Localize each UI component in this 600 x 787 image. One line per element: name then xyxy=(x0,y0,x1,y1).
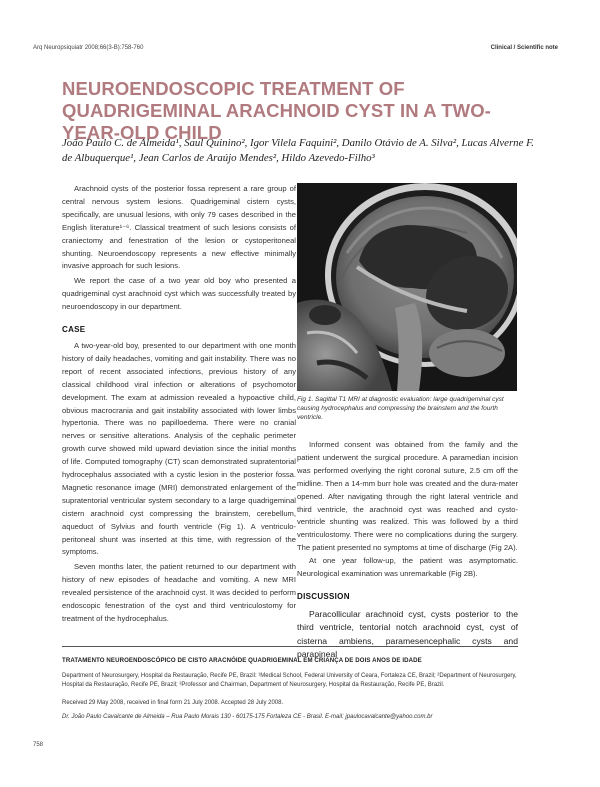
intro-paragraph-2: We report the case of a two year old boy who presented a quadrigeminal cyst arachnoid cyst which was successfully treated by neuroendoscopy in our department. xyxy=(62,276,296,312)
discussion-paragraph: Paracollicular arachnoid cyst, cysts posterior to the third ventricle, tentorial notch arachnoid cyst, cyst of cisterna ambiens, paramesencephalic cysts and parapineal xyxy=(297,608,518,660)
case-heading: CASE xyxy=(62,325,86,335)
footnote-divider xyxy=(62,646,518,647)
case-paragraph-2: Seven months later, the patient returned to our department with history of new episodes of headache and vomiting. A new MRI revealed persistence of the arachnoid cyst. It was decided to perform endoscopic fenestration of the cyst and third ventriculostomy for treatment of the hydrocephalus. xyxy=(62,562,296,623)
figure-caption: Fig 1. Sagittal T1 MRI at diagnostic evaluation: large quadrigeminal cyst causing hydrocephalus and compressing the brainstem and the fourth ventricle. xyxy=(297,396,504,421)
discussion-heading: DISCUSSION xyxy=(297,591,350,601)
affiliations: Department of Neurosurgery, Hospital da Restauração, Recife PE, Brazil: ¹Medical School, Federal University of Ceara, Fortaleza CE, Brazil; ²Department of Neurosurgery, Hospital da Restauração, Recife PE, Brazil; ³Professor and Chairman, Department of Neurosurgery, Hospital da Restauração, Recife PE, Brazil. xyxy=(62,673,517,688)
running-header-journal: Arq Neuropsiquiatr 2008;66(3-B):758-760 xyxy=(33,45,144,51)
intro-paragraph-1: Arachnoid cysts of the posterior fossa represent a rare group of central nervous system lesions. Quadrigeminal cistern cysts, specifically, are unusual lesions, with only 79 cases described in the English literature¹⁻⁶. Classical treatment of such lesions consists of craniectomy and fenestration of the lesion or cystoperitoneal shunting. Neuroendoscopy represents a new effective minimally invasive approach for such lesions. xyxy=(62,184,296,271)
left-column xyxy=(62,183,296,626)
mri-sagittal-image xyxy=(297,183,517,391)
portuguese-title: TRATAMENTO NEUROENDOSCÓPICO DE CISTO ARACNÓIDE QUADRIGEMINAL EM CRIANÇA DE DOIS ANOS DE IDADE xyxy=(62,657,422,664)
case-paragraph-1: A two-year-old boy, presented to our department with one month history of daily headaches, vomiting and gait instability. There was no report of recent associated infections, previous history of any classical childhood viral infection or alterations of psychomotor development. The exam at admission revealed a hypoactive child, obvious macrocrania and gait instability associated with lower limbs hypertonia. There was no papilloedema. There were no cranial nerves or sensitive alterations. Analysis of the cephalic perimeter growth curve showed mild upward deviation since the initial months of life. Computed tomography (CT) scan demonstrated supratentorial hydrocephalus associated with a cystic lesion in the posterior fossa. Magnetic resonance image (MRI) demonstrated enlargement of the supratentorial ventricular system secondary to a large quadrigeminal cistern arachnoid cyst compressing the brainstem, cerebellum, aqueduct of Sylvius and fourth ventricle (Fig 1). A ventriculo-peritoneal shunt was inserted at this time, with regression of the symptoms. xyxy=(62,340,296,557)
author-list: João Paulo C. de Almeida¹, Saul Quinino², Igor Vilela Faquini², Danilo Otávio de A. Silva², Lucas Alverne F. de Albuquerque¹, Jean Carlos de Araújo Mendes², Hildo Azevedo-Filho³ xyxy=(62,137,534,164)
mri-figure-image xyxy=(297,183,517,391)
right-column xyxy=(297,439,518,662)
followup-paragraph: At one year follow-up, the patient was asymptomatic. Neurological examination was unremarkable (Fig 2B). xyxy=(297,556,518,579)
article-title: NEUROENDOSCOPIC TREATMENT OF QUADRIGEMINAL ARACHNOID CYST IN A TWO-YEAR-OLD CHILD xyxy=(62,78,491,143)
correspondence-address: Dr. João Paulo Cavalcante de Almeida – Rua Paulo Morais 130 - 60175-175 Fortaleza CE - Brasil. E-mail: jpaulocavalcante@yahoo.com.br xyxy=(62,714,433,720)
page-number: 758 xyxy=(33,742,44,748)
received-dates: Received 29 May 2008, received in final form 21 July 2008. Accepted 28 July 2008. xyxy=(62,700,284,706)
running-header-section: Clinical / Scientific note xyxy=(490,45,558,51)
procedure-paragraph: Informed consent was obtained from the family and the patient underwent the surgical procedure. A paramedian incision was performed overlying the right coronal suture, 2.5 cm off the midline. Then a 14-mm burr hole was created and the dura-mater opened. After navigating through the right lateral ventricle and third ventricle, the arachnoid cyst was reached and cysto-ventricle shunting was realized. This was followed by a third ventriculostomy. There were no complications during the surgery. The patient presented no symptoms at time of discharge (Fig 2A). xyxy=(297,440,518,553)
